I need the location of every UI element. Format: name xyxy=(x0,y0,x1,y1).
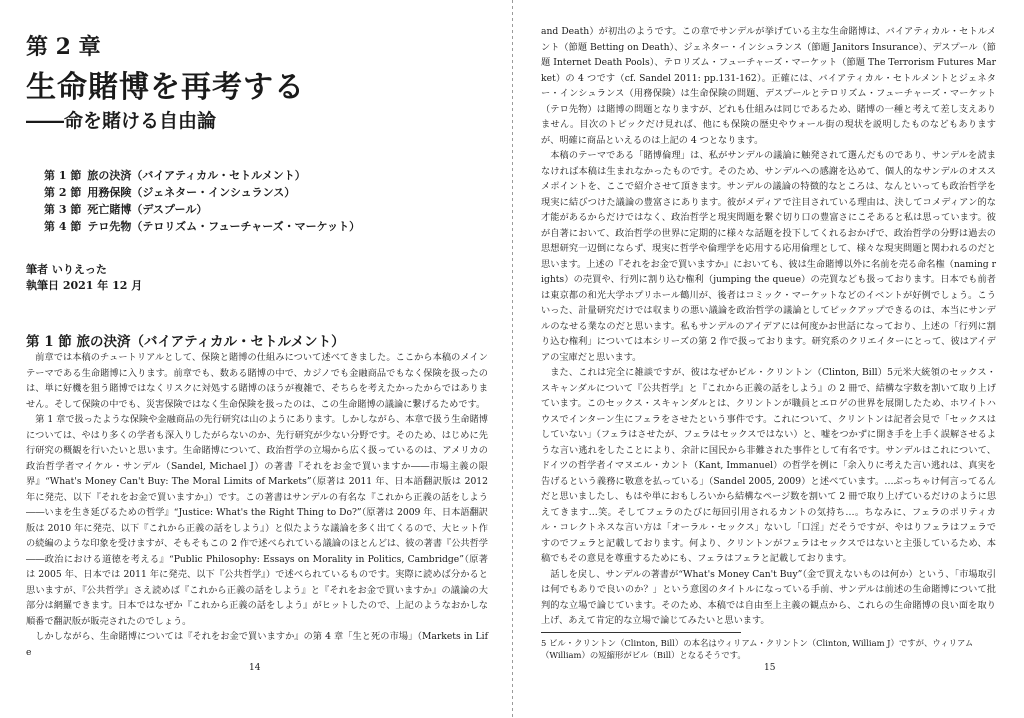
paragraph: 話しを戻し、サンデルの著書が“What's Money Can't Buy”（金で買えないものは何か）という、「市場取引は何でもありで良いのか？」という意図のタイトルになっている手前、サンデルは前述の生命賭博について批判的な立場で論じています。そのため、本稿では自由至上主義の観点から、これらの生命賭博の良い面を取り上げ、あえて肯定的な立場で論じてみたいと思います。 xyxy=(541,568,996,626)
chapter-subtitle: ――命を賭ける自由論 xyxy=(26,110,217,132)
written-date: 執筆日 2021 年 12 月 xyxy=(26,279,143,292)
chapter-number: 第 2 章 xyxy=(26,34,101,60)
toc-item-title: テロ先物（テロリズム・フューチャーズ・マーケット） xyxy=(87,220,361,233)
right-page xyxy=(513,0,1024,718)
toc-item-number: 第 3 節 xyxy=(44,203,82,216)
toc-item xyxy=(44,201,360,218)
right-body-text xyxy=(541,24,996,628)
author-name: 筆者 いりえった xyxy=(26,263,107,276)
author-info xyxy=(26,262,142,294)
page-number: 15 xyxy=(764,663,776,673)
toc-item-number: 第 4 節 xyxy=(44,220,82,233)
toc-item xyxy=(44,167,360,184)
toc-item-number: 第 1 節 xyxy=(44,169,82,182)
paragraph: 本稿のテーマである「賭博倫理」は、私がサンデルの議論に触発されて選んだものであり、サンデルを読まなければ本稿は生まれなかったものです。そのため、サンデルへの感謝を込めて、個人的なサンデルのオススメポイントを、ここで紹介させて頂きます。サンデルの議論の特徴的なところは、なんといっても政治哲学を現実に結びつけた議論の豊富さにあります。彼がメディアで注目されている理由は、決してコメディアン的な才能があるからだけではなく、政治哲学と現実問題を繋ぐ切り口の豊富さにこそあると私は思っています。彼が自著において、政治哲学の世界に定期的に様々な話題を投下してくれるおかげで、政治哲学の分野は過去の思想研究一辺倒にならず、現実に哲学や倫理学を応用する応用倫理として、様々な現実問題と関われるのだと思います。上述の『それをお金で買いますか』においても、彼は生命賭博以外に名前を売る命名権（naming rights）の売買や、行列に割り込む権利（jumping the queue）の売買なども扱っております。日本でも前者は東京都の和光大学ホプリホール鶴川が、後者はコミック・マーケットなどのイベントが好例でしょう。こういった、計量研究だけでは収まりの悪い議論を政治哲学の議論としてピックアップできるのは、本当にサンデルのなせる業なのだと思います。私もサンデルのアイデアには何度かお世話になっており、上述の「行列に割り込む権利」については本シリーズの第 2 作で扱っております。研究系のクリエイターにとって、彼はアイデアの宝庫だと思います。 xyxy=(541,150,996,363)
toc-item-title: 用務保険（ジェネター・インシュランス） xyxy=(87,186,296,199)
paragraph: 前章では本稿のチュートリアルとして、保険と賭博の仕組みについて述べてきました。ここから本稿のメインテーマである生命賭博に入ります。前章でも、数ある賭博の中で、カジノでも金融商品でもなく保険を扱ったのは、単に好機を狙う賭博ではなくリスクに対処する賭博のほうが複雑で、そちらを考えたかったからではありません。そして保険の中でも、災害保険ではなく生命保険を扱ったのは、この生命賭博の議論に繋げるためです。 xyxy=(26,352,488,410)
footnote-divider xyxy=(541,632,741,633)
page-number: 14 xyxy=(249,663,261,673)
footnote: 5 ビル・クリントン（Clinton, Bill）の本名はウィリアム・クリントン（Clinton, William J）ですが、ウィリアム（William）の短縮形がビル（Bill）となるそうです。 xyxy=(541,638,974,660)
toc-item xyxy=(44,184,360,201)
toc-item xyxy=(44,218,360,235)
paragraph: しかしながら、生命賭博については『それをお金で買いますか』の第 4 章「生と死の市場」（Markets in Life xyxy=(26,631,488,658)
table-of-contents xyxy=(44,167,360,235)
paragraph: and Death）が初出のようです。この章でサンデルが挙げている主な生命賭博は、バイアティカル・セトルメント（節題 Betting on Death）、ジェネター・インシュランス（節題 Janitors Insurance）、デスプール（節題 Internet Death Pools）、テロリズム・フューチャーズ・マーケット（節題 The Terrorism Futures Market）の 4 つです（cf. Sandel 2011: pp.131-162）。正確には、バイアティカル・セトルメントとジェネター・インシュランス（用務保険）は生命保険の問題、デスプールとテロリズム・フューチャーズ・マーケット（テロ先物）は賭博の問題となりますが、どれも仕組みは同じであるため、賭博の一種と考えて差し支えありません。目次のトピックだけ見れば、他にも保険の歴史やウォール街の現状を説明したものなどもありますが、明確に商品といえるのは上記の 4 つとなります。 xyxy=(541,26,996,146)
toc-item-number: 第 2 節 xyxy=(44,186,82,199)
paragraph: 第 1 章で扱ったような保険や金融商品の先行研究は山のようにあります。しかしながら、本章で扱う生命賭博については、やはり多くの学者も深入りしたがらないのか、先行研究が少ない分野です。そのため、はじめに先行研究の概観を行いたいと思います。生命賭博について、政治哲学の立場から広く扱っているのは、アメリカの政治哲学者マイケル・サンデル（Sandel, Michael J）の著書『それをお金で買いますか――市場主義の限界』“What's Money Can't Buy: The Moral Limits of Markets”（原著は 2011 年、日本語翻訳版は 2012 年に発売、以下『それをお金で買いますか』）です。この著書はサンデルの有名な『これから正義の話をしよう――いまを生き延びるための哲学』“Justice: What's the Right Thing to Do?”（原著は 2009 年、日本語翻訳版は 2010 年に発売、以下『これから正義の話をしよう』）と似たような議論を多く出てくるので、大ヒット作の続編のような印象を受けますが、そもそもこの 2 作で述べられている議論のほとんどは、彼の著書『公共哲学――政治における道徳を考える』“Public Philosophy: Essays on Morality in Politics, Cambridge”（原著は 2005 年、日本では 2011 年に発売、以下『公共哲学』）で述べられているものです。実際に読めば分かると思いますが、『公共哲学』さえ読めば『これから正義の話をしよう』と『それをお金で買いますか』の議論の大部分は網羅できます。日本ではなぜか『これから正義の話をしよう』がヒットしたので、上記のようなおかしな順番で翻訳版が販売されたのでしょう。 xyxy=(26,414,488,627)
section-heading: 第 1 節 旅の決済（バイアティカル・セトルメント） xyxy=(26,334,345,350)
toc-item-title: 死亡賭博（デスプール） xyxy=(87,203,208,216)
chapter-title: 生命賭博を再考する xyxy=(26,70,305,105)
toc-item-title: 旅の決済（バイアティカル・セトルメント） xyxy=(87,169,306,182)
paragraph: また、これは完全に雑談ですが、彼はなぜかビル・クリントン（Clinton, Bill）5元米大統領のセックス・スキャンダルについて『公共哲学』と『これから正義の話をしよう』の 2 冊で、結構な字数を割いて取り上げています。このセックス・スキャンダルとは、クリントンが職員とエロゲの世界を展開したため、ホワイトハウスでインターン生にフェラをさせたという事件です。これについて、クリントンは記者会見で「セックスはしていない」（フェラはさせたが、フェラはセックスではない）と、嘘をつかずに開き手を上手く誤解させるような言い逃れをしたことにより、余計に国民から非難された事件として有名です。サンデルはこれについて、ドイツの哲学者イマヌエル・カント（Kant, Immanuel）の哲学を例に「余入りに考えた言い逃れは、真実を告げるという義務に敬意を払っている」（Sandel 2005, 2009）と述べています。…ぶっちゃけ何言ってるんだと思いましたし、もはや単におもしろいから結構なページ数を割いて 2 冊で取り上げているだけのように思えてきます…笑。そしてフェラのたびに毎回引用されるカントの気持ち…。ちなみに、フェラのポリティカル・コレクトネスな言い方は「オーラル・セックス」ないし「口淫」だそうですが、やはりフェラはフェラですのでフェラと記載しております。何より、クリントンがフェラはセックスではないと主張しているため、本稿でもその意見を尊重するためにも、フェラはフェラと記載しております。 xyxy=(541,367,996,564)
left-body-text xyxy=(26,350,488,658)
